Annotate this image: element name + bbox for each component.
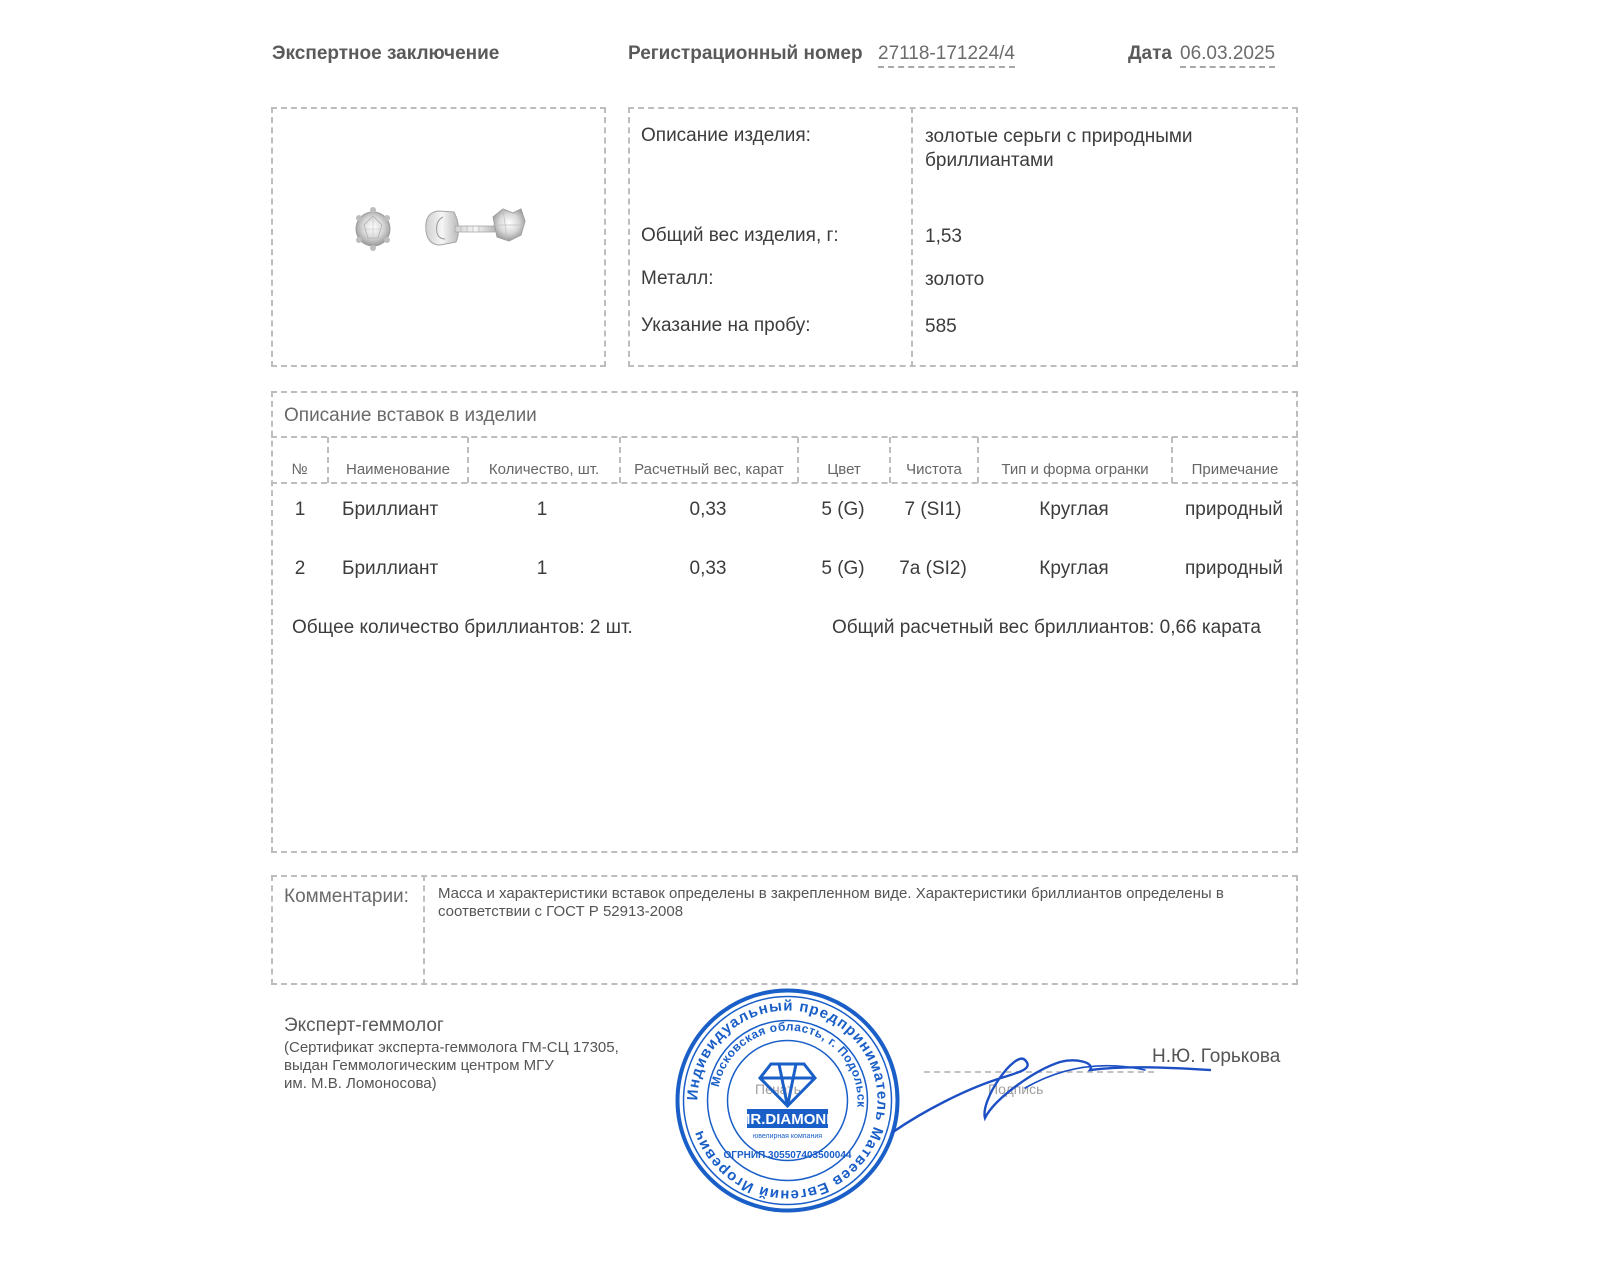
registration-label: Регистрационный номер [628,43,863,64]
earring-side-icon [426,209,525,245]
table-cell: Круглая [1039,499,1109,520]
col-header-color: Цвет [827,460,861,478]
table-cell: природный [1184,499,1284,520]
total-weight: Общий расчетный вес бриллиантов: 0,66 карата [832,617,1261,638]
description-value: золотые серьги с природными бриллиантами [925,126,1193,171]
col-header-note: Примечание [1191,460,1279,478]
hallmark-value: 585 [925,316,957,337]
company-stamp [675,988,900,1213]
table-cell: Бриллиант [342,558,439,579]
stamp-ogrnip: ОГРНИП 305507403500044 [723,1150,852,1161]
table-cell: Бриллиант [342,499,439,520]
product-photo-box [271,107,606,367]
table-cell: Круглая [1039,558,1109,579]
expert-name: Н.Ю. Горькова [1152,1046,1281,1067]
stamp-outer-text: Индивидуальный предприниматель Матвеев Евгений Игоревич [684,997,891,1204]
table-cell: природный [1184,558,1284,579]
col-header-clarity: Чистота [906,460,962,478]
stamp-tagline: ювелирная компания [752,1133,823,1140]
col-header-number: № [291,460,308,478]
description-label: Описание изделия: [641,125,811,146]
table-cell: 1 [536,499,548,520]
col-header-quantity: Количество, шт. [488,460,600,478]
expert-cert-line1: (Сертификат эксперта-геммолога ГМ-СЦ 17305, [284,1039,619,1056]
document-title: Экспертное заключение [272,43,500,64]
expert-cert-line3: им. М.В. Ломоносова) [284,1075,437,1092]
date-value: 06.03.2025 [1180,43,1275,68]
metal-label: Металл: [641,268,714,289]
col-header-weight: Расчетный вес, карат [634,460,784,478]
col-header-cut: Тип и форма огранки [1001,460,1149,478]
table-cell: 7 (SI1) [904,499,962,520]
diamond-logo-icon [760,1064,815,1106]
registration-number: 27118-171224/4 [878,43,1015,68]
comments-label: Комментарии: [284,886,409,907]
table-cell: 7a (SI2) [899,558,967,579]
stamp-label: Печать [755,1081,801,1097]
col-header-name: Наименование [346,460,450,478]
weight-label: Общий вес изделия, г: [641,225,839,246]
table-cell: 1 [536,558,548,579]
table-cell: 5 (G) [821,499,865,520]
signature-label: Подпись [988,1081,1044,1097]
expert-cert-line2: выдан Геммологическим центром МГУ [284,1057,554,1074]
weight-value: 1,53 [925,226,962,247]
signature-scribble [885,1040,1215,1140]
date-label: Дата [1128,43,1172,64]
stamp-brand: MR.DIAMOND [737,1111,838,1128]
expert-title: Эксперт-геммолог [284,1015,444,1036]
stamp-inner-text: Московская область, г. Подольск [707,1019,869,1109]
earring-front-icon [356,207,390,251]
inserts-title: Описание вставок в изделии [284,405,537,426]
table-cell: 5 (G) [821,558,865,579]
table-cell: 2 [294,558,306,579]
metal-value: золото [925,269,985,290]
earrings-image [343,189,543,269]
hallmark-label: Указание на пробу: [641,315,811,336]
table-cell: 1 [294,499,306,520]
comments-text: Масса и характеристики вставок определены в закрепленном виде. Характеристики бриллиантов определены в соответствии с ГОСТ Р 52913-2008 [438,885,1224,920]
table-cell: 0,33 [689,499,727,520]
table-cell: 0,33 [689,558,727,579]
total-count: Общее количество бриллиантов: 2 шт. [292,617,633,638]
